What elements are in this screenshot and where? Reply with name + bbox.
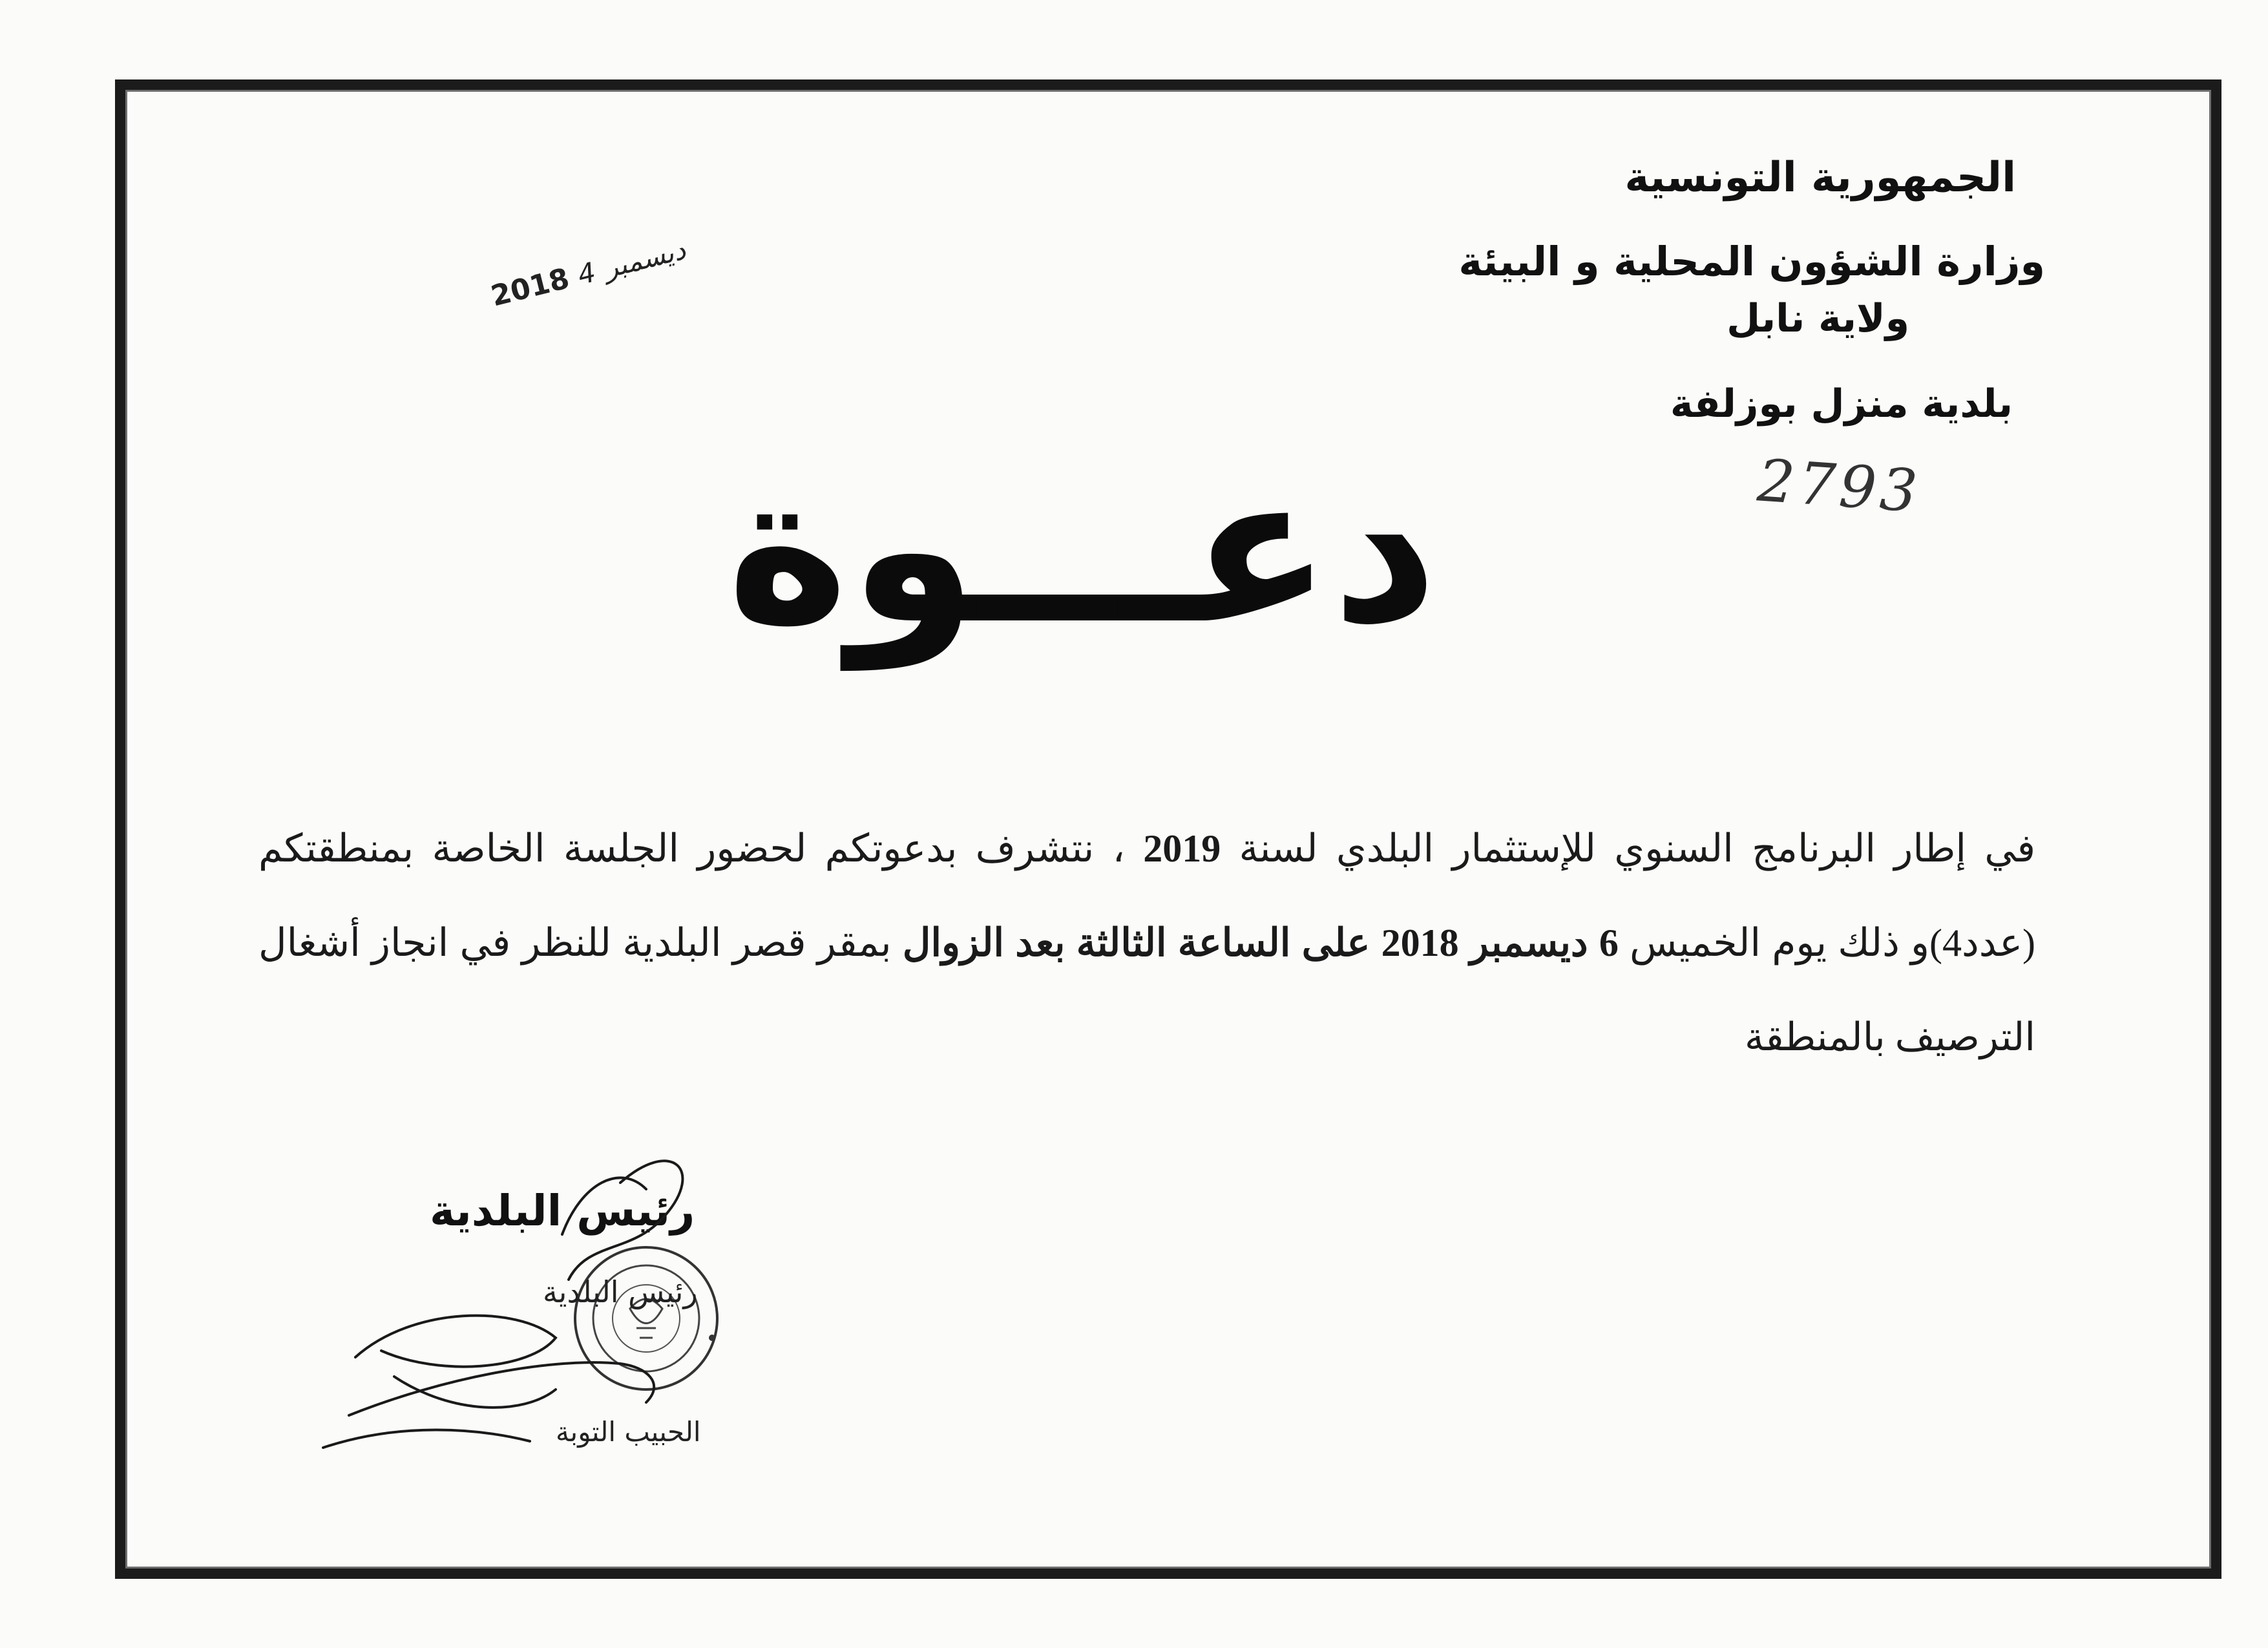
- header-municipality: بلدية منزل بوزلفة: [1670, 381, 2013, 427]
- signatory-title: رئيس البلدية: [430, 1186, 695, 1236]
- body-text-part3: بمقر قصر البلدية للنظر في انجاز أشغال الترصيف بالمنطقة: [258, 922, 2035, 1059]
- handwritten-reference-number: 2793: [1755, 447, 1924, 526]
- body-text-part2: ، نتشرف بدعوتكم لحضور الجلسة الخاصة بمنطقتكم (عدد4)و ذلك يوم الخميس: [258, 827, 2036, 964]
- header-governorate: ولاية نابل: [1727, 296, 1909, 341]
- date-stamp-year: 2018: [488, 262, 573, 313]
- invitation-body: [258, 801, 2035, 1084]
- date-stamp-day: 4: [574, 256, 599, 291]
- body-text-part1: في إطار البرنامج السنوي للإستثمار البلدي لسنة: [1221, 827, 2035, 870]
- header-republic: الجمهورية التونسية: [1624, 154, 2016, 202]
- stamp-title-text: رئيس البلدية: [543, 1274, 698, 1309]
- document-title: دعـــوة: [726, 429, 1438, 670]
- official-seal-icon: [575, 1247, 717, 1389]
- header-ministry: وزارة الشؤون المحلية و البيئة: [1458, 238, 2045, 285]
- date-stamp-month: ديسمبر: [600, 233, 689, 285]
- signature-and-seal: [284, 1144, 788, 1480]
- body-year: 2019: [1143, 827, 1221, 870]
- body-meeting-datetime: 6 ديسمبر 2018 على الساعة الثالثة بعد الزوال: [902, 922, 1619, 964]
- stamp-name-text: الحبيب التوبة: [556, 1416, 701, 1448]
